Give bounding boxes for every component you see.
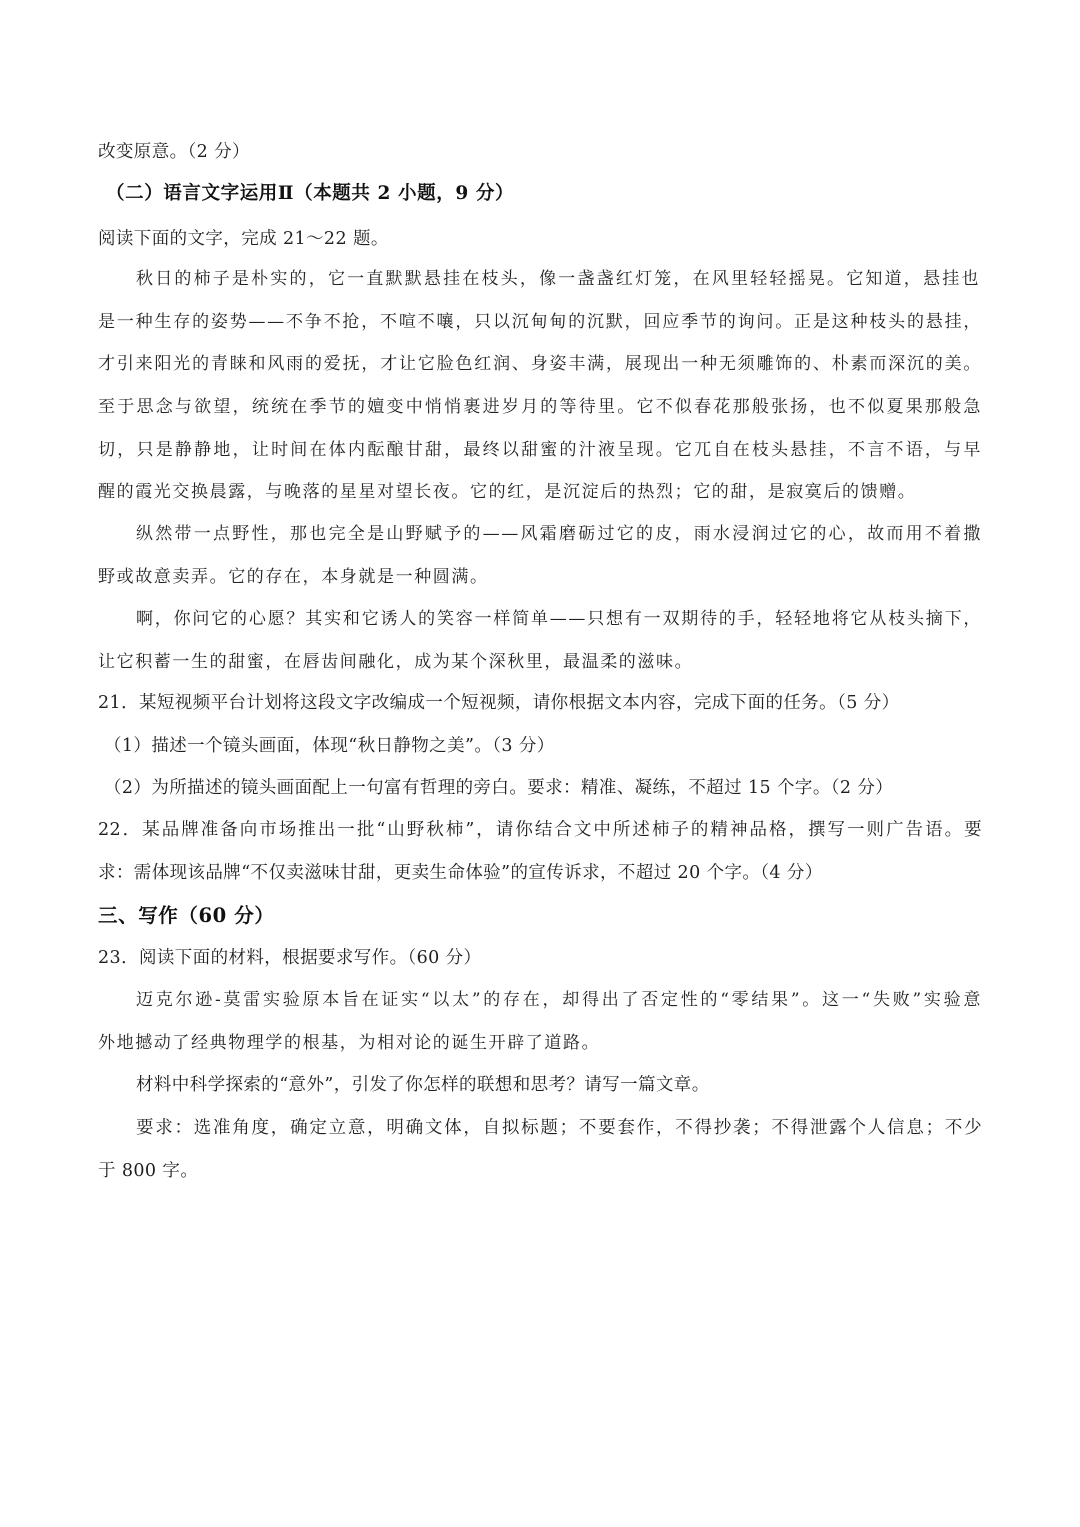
section-heading-writing: 三、写作（60 分） (98, 904, 275, 927)
question-21-part-2: （2）为所描述的镜头画面配上一句富有哲理的旁白。要求：精准、凝练，不超过 15 个字。（2 分） (104, 778, 894, 798)
passage-line: 是一种生存的姿势——不争不抢，不喧不嚷，只以沉甸甸的沉默，回应季节的询问。正是这种枝头的悬挂， (98, 312, 982, 332)
passage-line: 至于思念与欲望，统统在季节的嬗变中悄悄裹进岁月的等待里。它不似春花那般张扬，也不似夏果那般急 (98, 397, 982, 417)
passage-line: 纵然带一点野性，那也完全是山野赋予的——风霜磨砺过它的皮，雨水浸润过它的心，故而用不着撒 (136, 524, 982, 544)
writing-requirements: 要求：选准角度，确定立意，明确文体，自拟标题；不要套作，不得抄袭；不得泄露个人信息；不少 (136, 1118, 982, 1138)
question-22: 22．某品牌准备向市场推出一批“山野秋柿”，请你结合文中所述柿子的精神品格，撰写一则广告语。要 (98, 820, 982, 840)
passage-line: 啊，你问它的心愿？其实和它诱人的笑容一样简单——只想有一双期待的手，轻轻地将它从枝头摘下， (136, 609, 982, 629)
passage-line: 野或故意卖弄。它的存在，本身就是一种圆满。 (98, 567, 489, 587)
text-line-prev-question-end: 改变原意。（2 分） (98, 142, 250, 162)
passage-line: 秋日的柿子是朴实的，它一直默默悬挂在枝头，像一盏盏红灯笼，在风里轻轻摇晃。它知道，悬挂也 (136, 269, 980, 289)
passage-line: 才引来阳光的青睐和风雨的爱抚，才让它脸色红润、身姿丰满，展现出一种无须雕饰的、朴素而深沉的美。 (98, 354, 982, 374)
section-heading-language-use-2: （二）语言文字运用Ⅱ（本题共 2 小题，9 分） (106, 183, 515, 204)
writing-requirements-continued: 于 800 字。 (98, 1161, 199, 1181)
question-23: 23．阅读下面的材料，根据要求写作。（60 分） (98, 948, 482, 968)
question-21-part-1: （1）描述一个镜头画面，体现“秋日静物之美”。（3 分） (104, 736, 555, 756)
reading-instruction: 阅读下面的文字，完成 21～22 题。 (98, 229, 389, 249)
question-21: 21．某短视频平台计划将这段文字改编成一个短视频，请你根据文本内容，完成下面的任务。（5 分） (98, 693, 900, 713)
material-line: 外地撼动了经典物理学的根基，为相对论的诞生开辟了道路。 (98, 1033, 601, 1053)
passage-line: 醒的霞光交换晨露，与晚落的星星对望长夜。它的红，是沉淀后的热烈；它的甜，是寂寞后的馈赠。 (98, 482, 917, 502)
question-22-continued: 求：需体现该品牌“不仅卖滋味甘甜，更卖生命体验”的宣传诉求，不超过 20 个字。（4 分） (98, 863, 823, 883)
material-line: 迈克尔逊-莫雷实验原本旨在证实“以太”的存在，却得出了否定性的“零结果”。这一“失败”实验意 (136, 990, 982, 1010)
passage-line: 让它积蓄一生的甜蜜，在唇齿间融化，成为某个深秋里，最温柔的滋味。 (98, 652, 694, 672)
passage-line: 切，只是静静地，让时间在体内酝酿甘甜，最终以甜蜜的汁液呈现。它兀自在枝头悬挂，不言不语，与早 (98, 440, 982, 460)
writing-prompt: 材料中科学探索的“意外”，引发了你怎样的联想和思考？请写一篇文章。 (136, 1075, 710, 1095)
